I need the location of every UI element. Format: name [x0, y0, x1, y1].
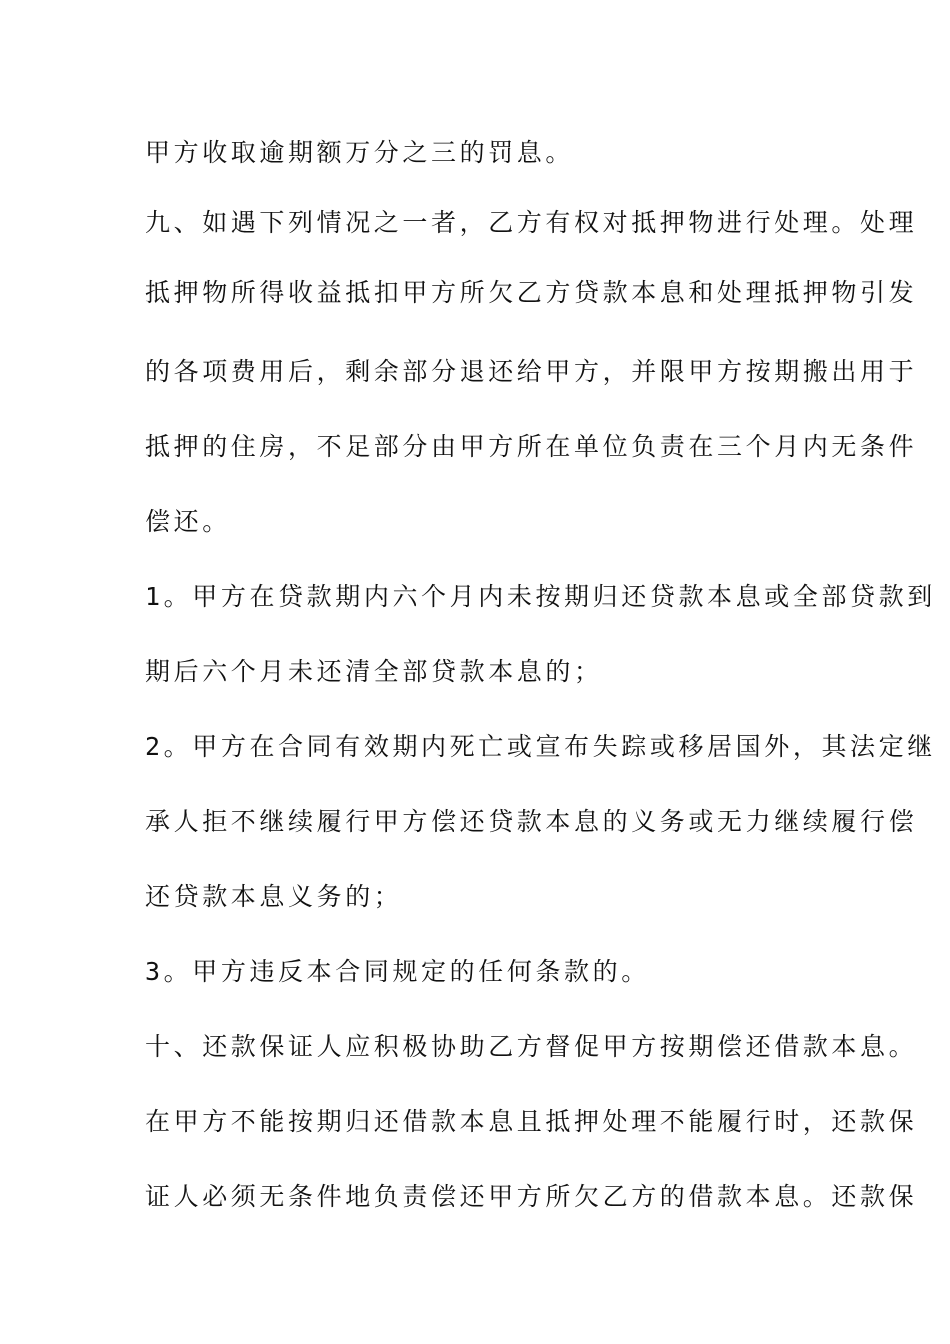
- text-line: 在甲方不能按期归还借款本息且抵押处理不能履行时，还款保: [145, 1107, 918, 1136]
- text-line: 期后六个月未还清全部贷款本息的；: [145, 657, 603, 686]
- text-line: 3。甲方违反本合同规定的任何条款的。: [145, 957, 650, 986]
- text-line: 证人必须无条件地负责偿还甲方所欠乙方的借款本息。还款保: [145, 1182, 918, 1211]
- text-line: 2。甲方在合同有效期内死亡或宣布失踪或移居国外，其法定继: [145, 732, 936, 761]
- text-line: 十、还款保证人应积极协助乙方督促甲方按期偿还借款本息。: [145, 1032, 918, 1061]
- text-line: 的各项费用后，剩余部分退还给甲方，并限甲方按期搬出用于: [145, 357, 918, 386]
- text-line: 承人拒不继续履行甲方偿还贷款本息的义务或无力继续履行偿: [145, 807, 918, 836]
- text-line: 还贷款本息义务的；: [145, 882, 403, 911]
- text-line: 九、如遇下列情况之一者，乙方有权对抵押物进行处理。处理: [145, 208, 918, 237]
- text-line: 偿还。: [145, 507, 231, 536]
- text-line: 1。甲方在贷款期内六个月内未按期归还贷款本息或全部贷款到: [145, 582, 936, 611]
- text-line: 抵押物所得收益抵扣甲方所欠乙方贷款本息和处理抵押物引发: [145, 278, 918, 307]
- text-line: 抵押的住房，不足部分由甲方所在单位负责在三个月内无条件: [145, 432, 918, 461]
- text-line: 甲方收取逾期额万分之三的罚息。: [145, 138, 575, 167]
